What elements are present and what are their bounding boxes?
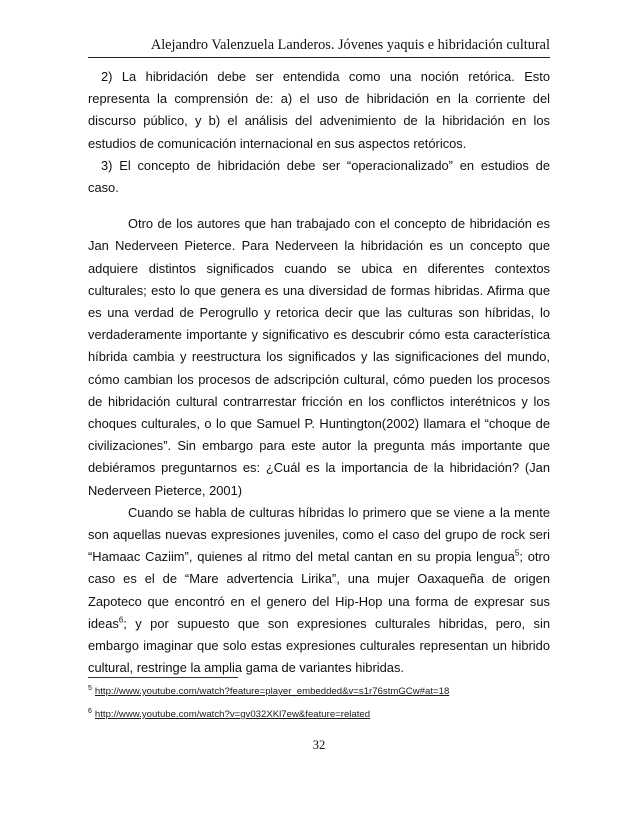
footnote-number: 5 xyxy=(88,684,92,692)
list-item-3: 3) El concepto de hibridación debe ser “operacionalizado” en estudios de caso. xyxy=(88,157,550,196)
running-header: Alejandro Valenzuela Landeros. Jóvenes yaquis e hibridación cultural xyxy=(150,37,550,53)
body-text xyxy=(88,66,550,679)
paragraph-text-part-c: ; y por supuesto que son expresiones culturales hibridas, pero, sin embargo imaginar que solo estas expresiones culturales representan un hibrido cultural, restringe la amplia gama de variantes hibridas. xyxy=(88,615,550,676)
paragraph-nederveen: Otro de los autores que han trabajado con el concepto de hibridación es Jan Nederveen Pieterce. Para Nederveen la hibridación es un concepto que adquiere distintos significados cuando se ubica en diferentes contextos culturales; esto lo que genera es una diversidad de formas hibridas. Afirma que es una verdad de Perogrullo y retorica decir que las culturas son híbridas, lo verdaderamente importante y significativo es descubrir cómo esta característica híbrida cambia y reestructura los significados y las significaciones del mundo, cómo cambian los procesos de adscripción cultural, cómo pueden los procesos de hibridación cultural contrarrestar fricción en los conflictos interétnicos y los choques culturales, o lo que Samuel P. Huntington(2002) llamara el “choque de civilizaciones”. Sin embargo para este autor la pregunta más importante que debiéramos preguntarnos es: ¿Cuál es la importancia de la hibridación? (Jan Nederveen Pieterce, 2001) xyxy=(88,216,550,498)
footnote-5 xyxy=(88,686,550,697)
footnote-link[interactable]: http://www.youtube.com/watch?feature=player_embedded&v=s1r76stmGCw#at=18 xyxy=(94,686,450,697)
paragraph-gap xyxy=(88,199,550,213)
paragraph-text-part-a: Cuando se habla de culturas híbridas lo primero que se viene a la mente son aquellas nuevas expresiones juveniles, como el caso del grupo de rock seri “Hamaac Caziim”, quienes al ritmo del metal cantan en su propia lengua xyxy=(88,504,550,565)
list-item-2: 2) La hibridación debe ser entendida como una noción retórica. Esto representa la comprensión de: a) el uso de hibridación en la corriente del discurso público, y b) el análisis del advenimiento de la hibridación en los estudios de comunicación internacional en sus aspectos retóricos. xyxy=(88,69,550,151)
header-rule xyxy=(88,57,550,58)
page-number: 32 xyxy=(312,738,326,752)
footnote-ref-6: 6 xyxy=(118,615,124,625)
footnote-link[interactable]: http://www.youtube.com/watch?v=gv032XKl7ew&feature=related xyxy=(94,709,371,720)
footnote-6 xyxy=(88,709,550,720)
paragraph-culturas-hibridas xyxy=(88,502,550,680)
footnote-number: 6 xyxy=(88,707,92,715)
paragraph-text-part-b: ; otro caso es el de “Mare advertencia Lirika”, una mujer Oaxaqueña de origen Zapoteco que encontró en el genero del Hip-Hop una forma de expresar sus ideas xyxy=(88,549,550,631)
footnote-rule xyxy=(88,677,238,678)
footnote-ref-5: 5 xyxy=(514,548,520,558)
